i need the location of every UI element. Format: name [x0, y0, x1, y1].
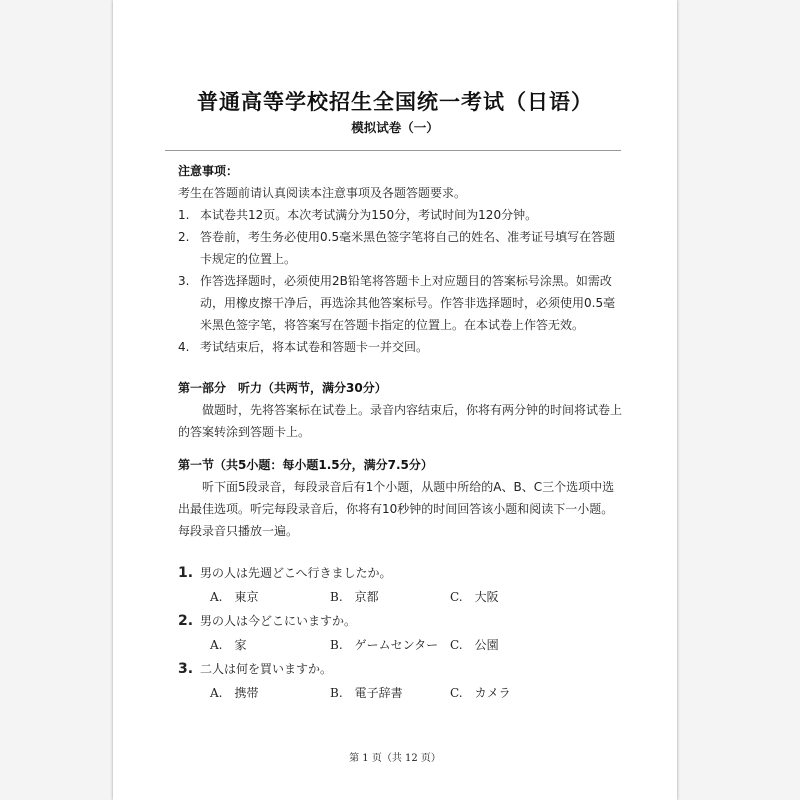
notice-item — [178, 336, 623, 358]
notice-item-text: 考试结束后，将本试卷和答题卡一并交回。 — [200, 340, 429, 354]
option-a: A. 携帯 — [210, 686, 259, 700]
question-text: 二人は何を買いますか。 — [200, 662, 333, 676]
page-footer: 第 1 页（共 12 页） — [349, 753, 441, 764]
option-b: B. 電子辞書 — [330, 686, 403, 700]
part1-body: 做题时，先将答案标在试卷上。录音内容结束后，你将有两分钟的时间将试卷上的答案转涂到答题卡上。 — [178, 403, 623, 439]
page-title: 普通高等学校招生全国统一考试（日语） — [197, 89, 593, 114]
question-3 — [178, 657, 623, 681]
section1-heading: 第一节（共5小题：每小题1.5分，满分7.5分） — [178, 458, 433, 472]
option-b: B. 京都 — [330, 590, 379, 604]
notice-item — [178, 226, 623, 270]
question-number: 1. — [178, 565, 194, 581]
notice-heading: 注意事项： — [178, 164, 239, 178]
exam-page — [113, 0, 677, 800]
question-text: 男の人は今どこにいますか。 — [200, 614, 357, 628]
question-1-options — [178, 585, 623, 609]
question-2 — [178, 609, 623, 633]
option-a: A. 家 — [210, 638, 247, 652]
part1-heading: 第一部分 听力（共两节，满分30分） — [178, 381, 387, 395]
question-2-options — [178, 633, 623, 657]
section1-body: 听下面5段录音，每段录音后有1个小题，从题中所给的A、B、C三个选项中选出最佳选项。听完每段录音后，你将有10秒钟的时间回答该小题和阅读下一小题。每段录音只播放一遍。 — [178, 480, 615, 538]
title-divider — [165, 150, 621, 151]
notice-item — [178, 204, 623, 226]
notice-item — [178, 270, 623, 336]
notice-item-text: 本试卷共12页。本次考试满分为150分，考试时间为120分钟。 — [200, 208, 538, 222]
option-a: A. 東京 — [210, 590, 259, 604]
option-c: C. 大阪 — [450, 590, 499, 604]
question-3-options — [178, 681, 623, 705]
notice-item-number: 4. — [178, 340, 190, 354]
option-c: C. 公園 — [450, 638, 499, 652]
page-subtitle: 模拟试卷（一） — [351, 120, 439, 135]
question-text: 男の人は先週どこへ行きましたか。 — [200, 566, 392, 580]
exam-content — [178, 160, 623, 705]
question-1 — [178, 561, 623, 585]
notice-item-text: 答卷前，考生务必使用0.5毫米黑色签字笔将自己的姓名、准考证号填写在答题卡规定的位置上。 — [200, 230, 616, 266]
notice-intro: 考生在答题前请认真阅读本注意事项及各题答题要求。 — [178, 186, 467, 200]
notice-item-number: 1. — [178, 208, 190, 222]
notice-item-number: 2. — [178, 230, 190, 244]
option-b: B. ゲームセンター — [330, 638, 439, 652]
option-c: C. カメラ — [450, 686, 511, 700]
notice-item-number: 3. — [178, 274, 190, 288]
question-number: 2. — [178, 613, 194, 629]
question-number: 3. — [178, 661, 194, 677]
notice-item-text: 作答选择题时，必须使用2B铅笔将答题卡上对应题目的答案标号涂黑。如需改动，用橡皮擦干净后，再选涂其他答案标号。作答非选择题时，必须使用0.5毫米黑色签字笔，将答案写在答题卡指定的位置上。在本试卷上作答无效。 — [200, 274, 616, 332]
